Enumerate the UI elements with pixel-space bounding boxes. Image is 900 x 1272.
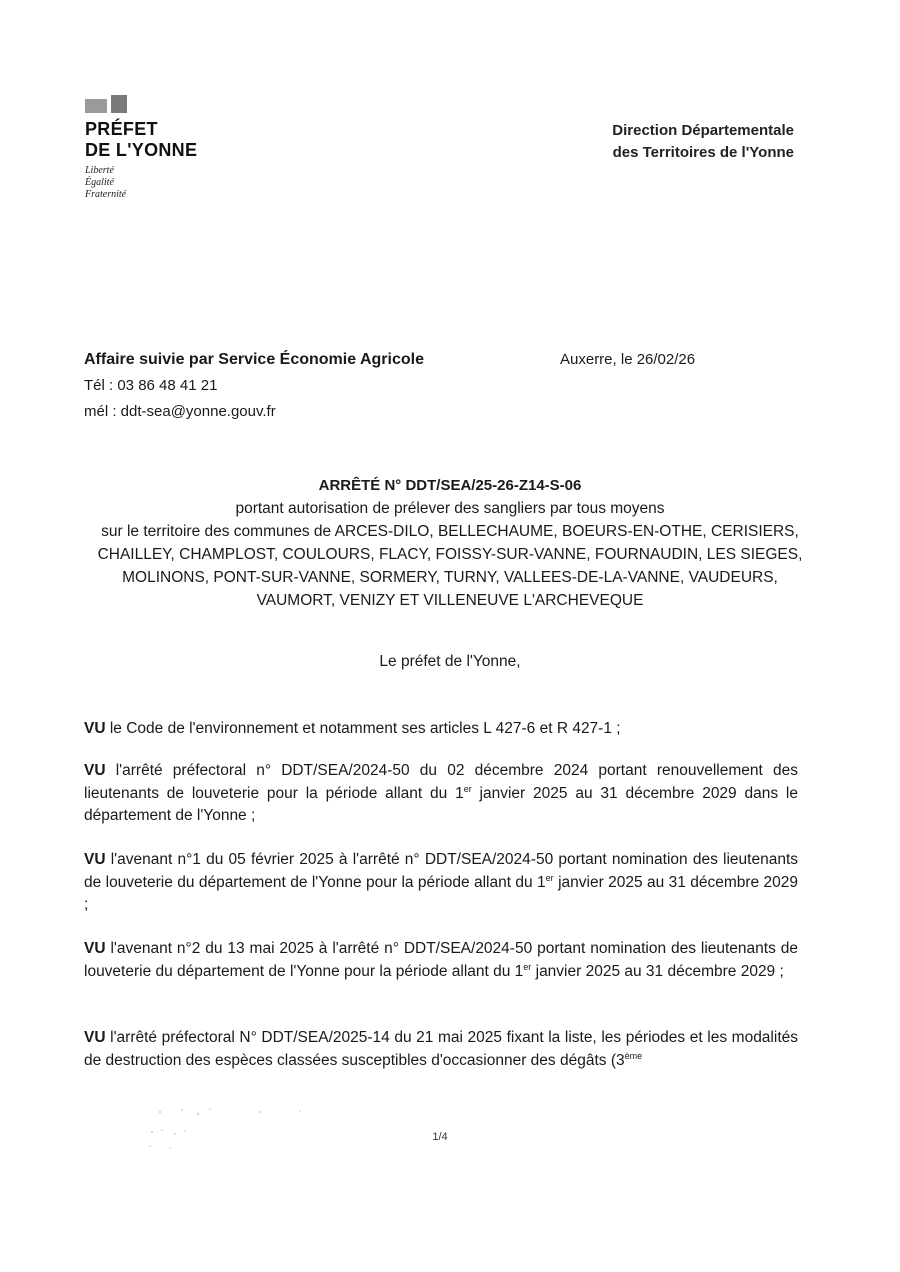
vu-label: VU — [84, 1029, 106, 1046]
affaire-suivie: Affaire suivie par Service Économie Agricole — [84, 351, 424, 368]
visa-paragraph — [84, 718, 798, 741]
page-number: 1/4 — [432, 1131, 448, 1143]
visa-text: janvier 2025 au 31 décembre 2029 ; — [531, 962, 784, 980]
contact-email: mél : ddt-sea@yonne.gouv.fr — [84, 403, 276, 420]
republic-motto — [85, 165, 197, 201]
motto-liberte: Liberté — [85, 165, 114, 176]
arrete-number: ARRÊTÉ N° DDT/SEA/25-26-Z14-S-06 — [318, 477, 582, 494]
logo-title — [85, 119, 197, 161]
arrete-subject-line3: CHAILLEY, CHAMPLOST, COULOURS, FLACY, FOISSY-SUR-VANNE, FOURNAUDIN, LES SIEGES, — [97, 546, 803, 563]
vu-label: VU — [84, 940, 106, 957]
scan-noise — [90, 1104, 330, 1154]
visa-paragraph — [84, 760, 798, 828]
place-date: Auxerre, le 26/02/26 — [560, 351, 696, 368]
logo-title-line1: PRÉFET — [85, 119, 158, 139]
visa-paragraph — [84, 849, 798, 917]
vu-label: VU — [84, 762, 106, 779]
visa-text: l'arrêté préfectoral n° DDT/SEA/2024-50 du 02 décembre 2024 portant renouvellement des lieutenants de louveterie pour la période allant du 1 — [84, 762, 798, 802]
contact-block — [84, 347, 424, 425]
visa-text: l'avenant n°2 du 13 mai 2025 à l'arrêté n° DDT/SEA/2024-50 portant nomination des lieutenants de louveterie du département de l'Yonne pour la période allant du 1 — [84, 940, 798, 980]
visa-text: janvier 2025 au 31 décembre 2029 dans le département de l'Yonne ; — [84, 784, 798, 824]
visa-text: l'arrêté préfectoral N° DDT/SEA/2025-14 du 21 mai 2025 fixant la liste, les périodes et les modalités de destruction des espèces classées susceptibles d'occasionner des dégâts (3 — [84, 1029, 798, 1069]
visa-text: l'avenant n°1 du 05 février 2025 à l'arrêté n° DDT/SEA/2024-50 portant nomination des lieutenants de louveterie du département de l'Yonne pour la période allant du 1 — [84, 851, 798, 891]
motto-egalite: Égalité — [85, 177, 114, 188]
superscript: er — [523, 961, 532, 972]
superscript: er — [463, 783, 472, 794]
contact-tel: Tél : 03 86 48 41 21 — [84, 377, 218, 394]
direction-line1: Direction Départementale — [612, 122, 794, 139]
direction-line2: des Territoires de l'Yonne — [612, 144, 794, 161]
arrete-subject-line2: sur le territoire des communes de ARCES-DILO, BELLECHAUME, BOEURS-EN-OTHE, CERISIERS, — [101, 523, 799, 540]
arrete-subject-line5: VAUMORT, VENIZY ET VILLENEUVE L'ARCHEVEQUE — [256, 592, 644, 609]
visa-paragraph — [84, 938, 798, 983]
vu-label: VU — [84, 851, 106, 868]
arrete-heading — [70, 474, 830, 612]
visa-paragraph — [84, 1027, 798, 1072]
superscript: er — [545, 872, 554, 883]
marianne-logo-icon — [85, 95, 197, 113]
motto-fraternite: Fraternité — [85, 189, 127, 200]
prefet-line: Le préfet de l'Yonne, — [379, 653, 521, 670]
visa-text: le Code de l'environnement et notamment ses articles L 427-6 et R 427-1 ; — [105, 720, 621, 737]
vu-label: VU — [84, 720, 106, 737]
logo-title-line2: DE L'YONNE — [85, 140, 198, 160]
superscript: ème — [624, 1050, 643, 1061]
arrete-subject-line1: portant autorisation de prélever des sangliers par tous moyens — [235, 500, 665, 517]
prefecture-logo — [85, 95, 197, 201]
visa-text: janvier 2025 au 31 décembre 2029 ; — [84, 873, 799, 913]
issuing-direction — [612, 120, 794, 164]
arrete-subject-line4: MOLINONS, PONT-SUR-VANNE, SORMERY, TURNY, VALLEES-DE-LA-VANNE, VAUDEURS, — [122, 569, 778, 586]
